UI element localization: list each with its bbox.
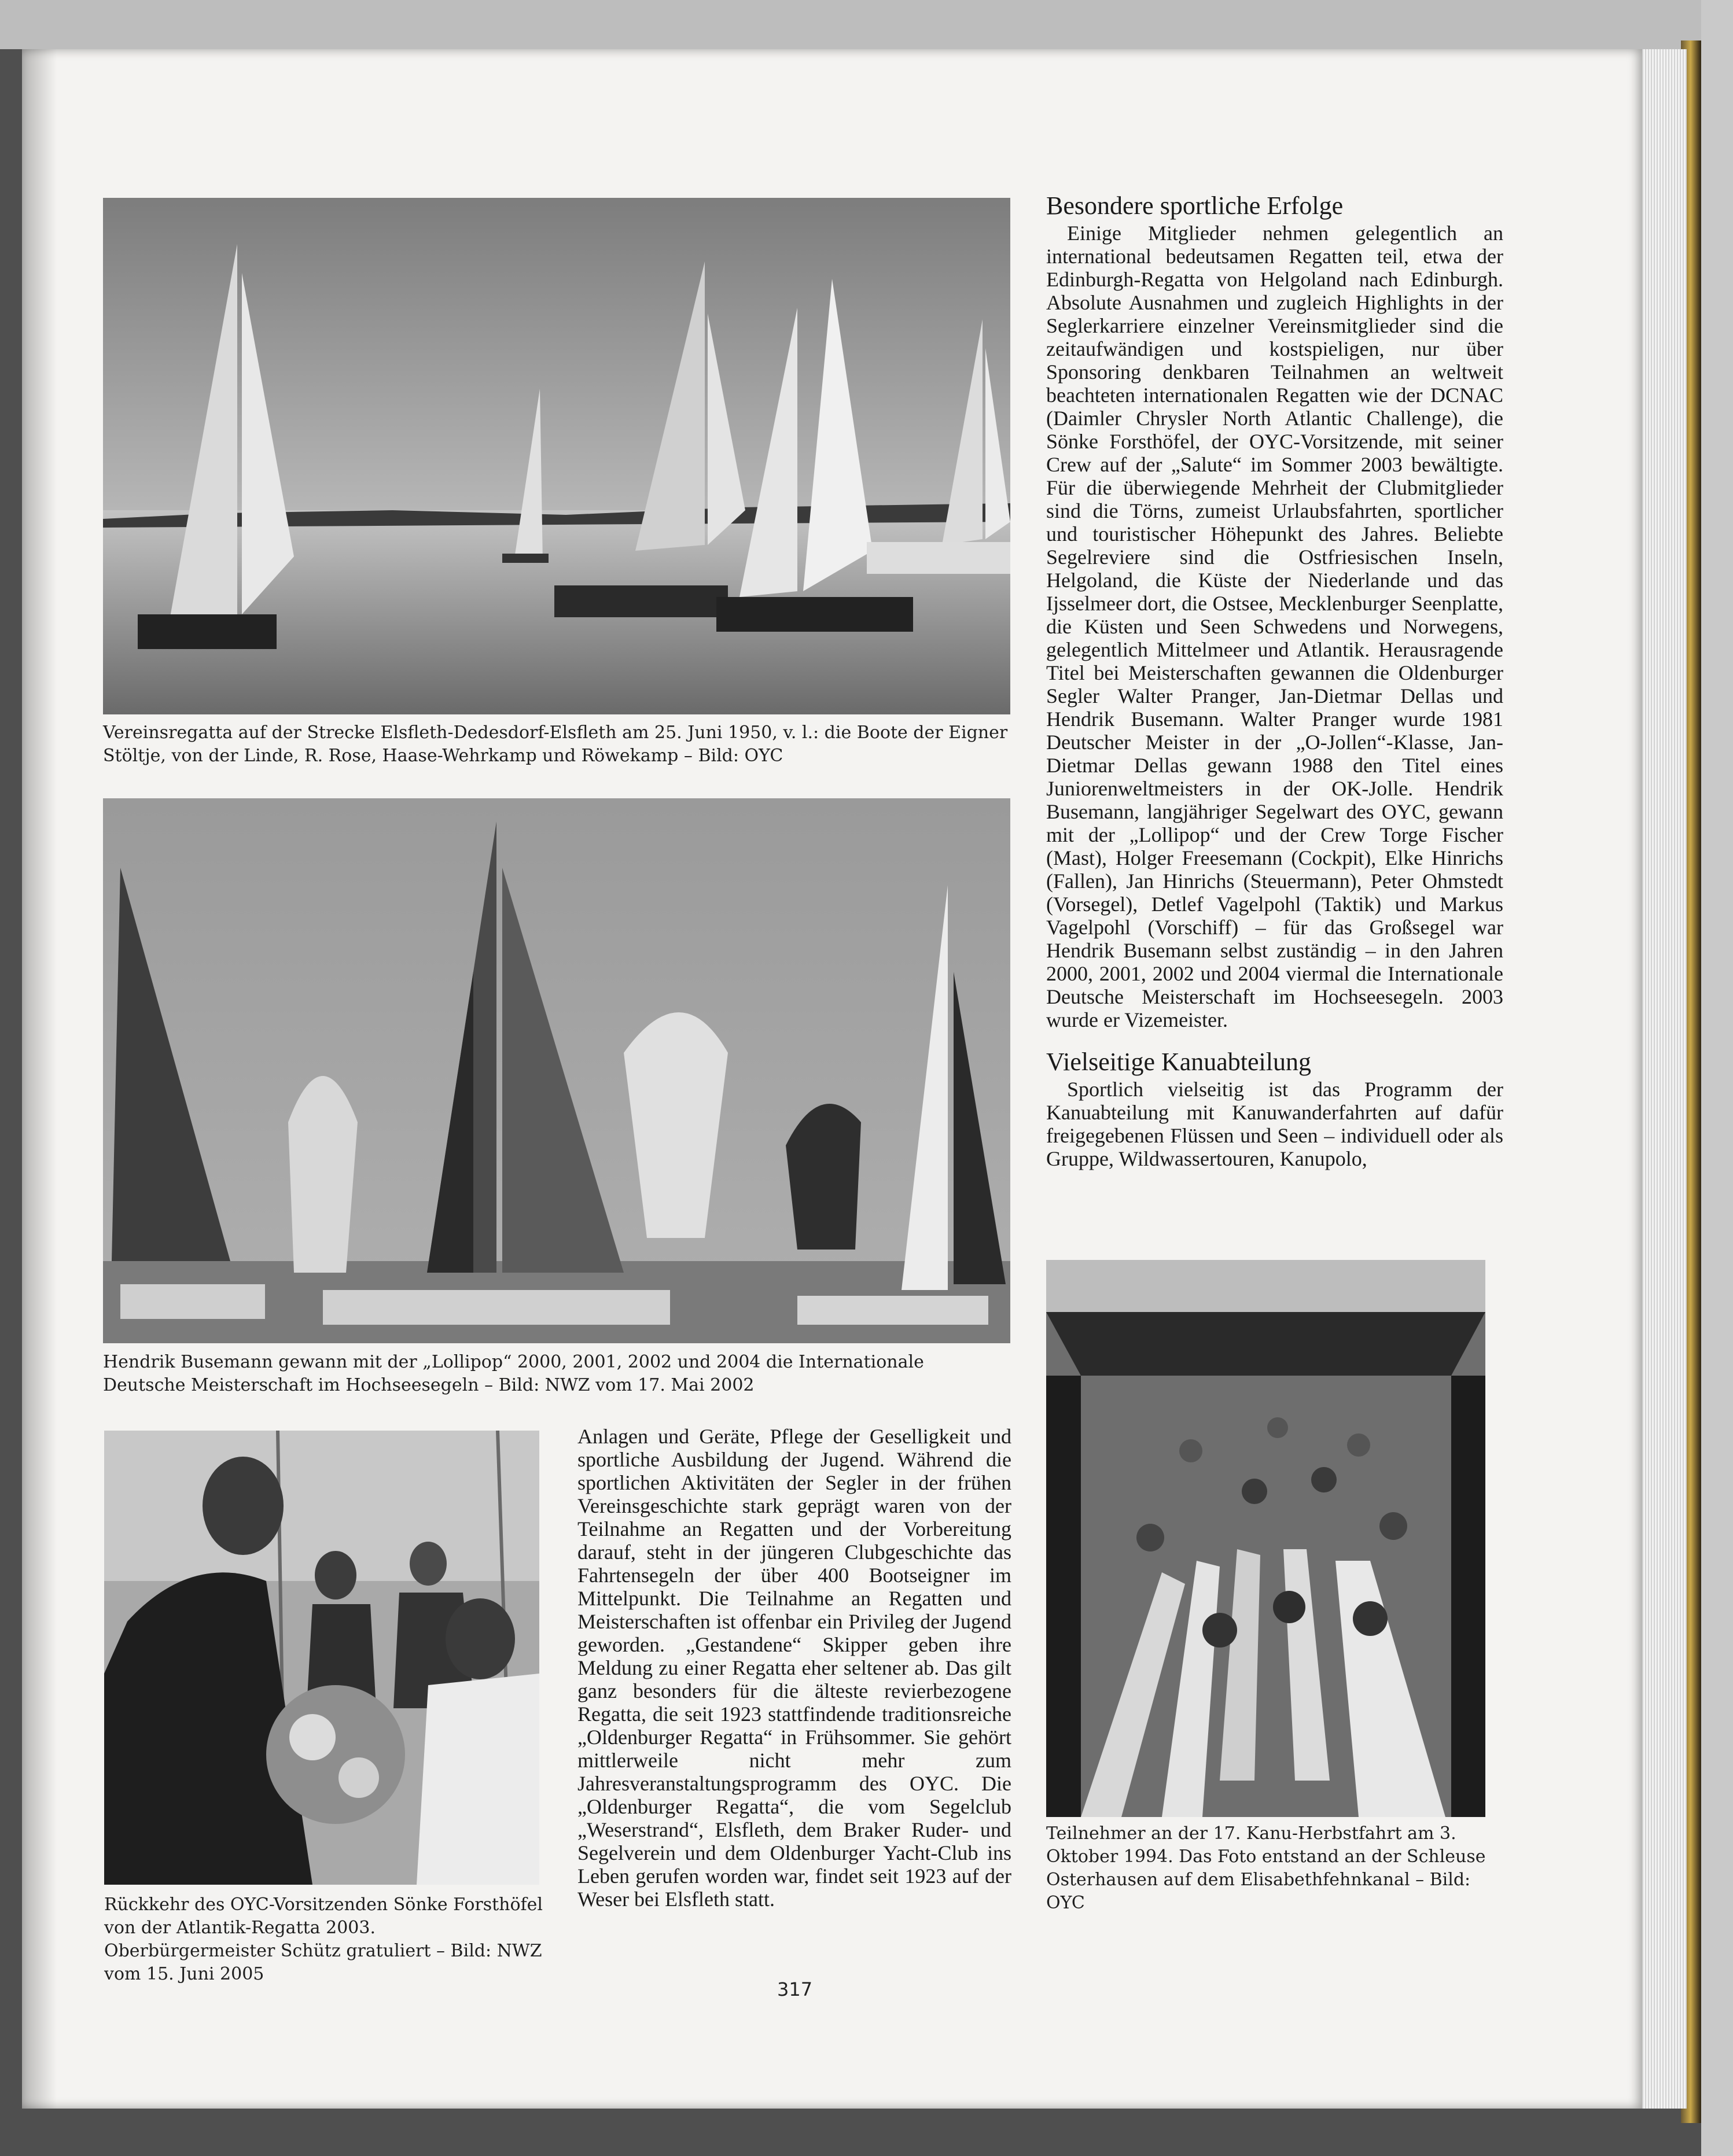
caption-lollipop: Hendrik Busemann gewann mit der „Lollipop“ 2000, 2001, 2002 und 2004 die Internationale Deutsche Meisterschaft im Hochseesegeln – Bild: NWZ vom 17. Mai 2002 [103, 1352, 924, 1395]
page-number: 317 [777, 1978, 813, 2000]
book-page [22, 49, 1642, 2109]
caption-forsthoefel: Rückkehr des OYC-Vorsitzenden Sönke Forsthöfel von der Atlantik-Regatta 2003. Oberbürgermeister Schütz gratuliert – Bild: NWZ vom 15. Juni 2005 [104, 1895, 543, 1984]
gutter-shadow [22, 49, 57, 2109]
right-text-column [1046, 193, 1503, 1170]
photo-regatta-1950 [103, 198, 1010, 714]
page-stack-edge [1640, 49, 1687, 2109]
photo-lollipop [103, 798, 1010, 1343]
heading-kanu: Vielseitige Kanuabteilung [1046, 1048, 1312, 1076]
middle-text-column [577, 1425, 1011, 1911]
caption-regatta-1950: Vereinsregatta auf der Strecke Elsfleth-Dedesdorf-Elsfleth am 25. Juni 1950, v. l.: die Boote der Eigner Stöltje, von der Linde, R. Rose, Haase-Wehrkamp und Röwekamp – Bild: OYC [103, 723, 1008, 766]
middle-column-paragraph: Anlagen und Geräte, Pflege der Geselligkeit und sportliche Ausbildung der Jugend. Während die sportlichen Aktivitäten der Segler in der frühen Vereinsgeschichte stark geprägt waren von der Teilnahme an Regatten und der Vorbereitung darauf, steht in der jüngeren Clubgeschichte das Fahrtensegeln der über 400 Bootseigner im Mittelpunkt. Die Teilnahme an Regatten und Meisterschaften ist offenbar ein Privileg der Jugend geworden. „Gestandene“ Skipper geben ihre Meldung zu einer Regatta eher seltener ab. Das gilt ganz besonders für die älteste revierbezogene Regatta, die seit 1923 stattfindende traditionsreiche „Oldenburger Regatta“ in Frühsommer. Sie gehört mittlerweile nicht mehr zum Jahresveranstaltungsprogramm des OYC. Die „Oldenburger Regatta“, die vom Segelclub „Weserstrand“, Elsfleth, dem Braker Ruder- und Segelverein und dem Oldenburger Yacht-Club ins Leben gerufen worden war, findet seit 1923 auf der Weser bei Elsfleth statt. [577, 1425, 1011, 1911]
scan-background-right [1701, 0, 1733, 2156]
heading-sport-success: Besondere sportliche Erfolge [1046, 191, 1344, 220]
photo-forsthoefel [104, 1431, 539, 1885]
scan-background-top [0, 0, 1733, 49]
caption-kanu-herbstfahrt: Teilnehmer an der 17. Kanu-Herbstfahrt am 3. Oktober 1994. Das Foto entstand an der Schleuse Osterhausen auf dem Elisabethfehnkanal – Bild: OYC [1046, 1823, 1486, 1913]
paragraph-sport-success: Einige Mitglieder nehmen gelegentlich an international bedeutsamen Regatten teil, etwa der Edinburgh-Regatta von Helgoland nach Edinburgh. Absolute Ausnahmen und zugleich Highlights in der Seglerkarriere einzelner Vereinsmitglieder sind die zeitaufwändigen und kostspieligen, nur über Sponsoring denkbaren Teilnahmen an weltweit beachteten internationalen Regatten wie der DCNAC (Daimler Chrysler North Atlantic Challenge), die Sönke Forsthöfel, der OYC-Vorsitzende, mit seiner Crew auf der „Salute“ im Sommer 2003 bewältigte. Für die überwiegende Mehrheit der Clubmitglieder sind die Törns, zumeist Urlaubsfahrten, sportlicher und touristischer Höhepunkt des Jahres. Beliebte Segelreviere sind die Ostfriesischen Inseln, Helgoland, die Küste der Niederlande und das Ijsselmeer dort, die Ostsee, Mecklenburger Seenplatte, die Küsten und Seen Schwedens und Norwegens, gelegentlich Mittelmeer und Atlantik. Herausragende Titel bei Meisterschaften gewannen die Oldenburger Segler Walter Pranger, Jan-Dietmar Dellas und Hendrik Busemann. Walter Pranger wurde 1981 Deutscher Meister in der „O-Jollen“-Klasse, Jan-Dietmar Dellas gewann 1988 den Titel eines Juniorenweltmeisters in der OK-Jolle. Hendrik Busemann, langjähriger Segelwart des OYC, gewann mit der „Lollipop“ und der Crew Torge Fischer (Mast), Holger Freesemann (Cockpit), Elke Hinrichs (Fallen), Jan Hinrichs (Steuermann), Peter Ohmstedt (Vorsegel), Detlef Vagelpohl (Taktik) und Markus Vagelpohl (Vorschiff) – für das Großsegel war Hendrik Busemann selbst zuständig – in den Jahren 2000, 2001, 2002 und 2004 viermal die Internationale Deutsche Meisterschaft im Hochseesegeln. 2003 wurde er Vizemeister. [1046, 222, 1503, 1031]
photo-kanu-herbstfahrt [1046, 1260, 1485, 1817]
paragraph-kanu: Sportlich vielseitig ist das Programm der Kanuabteilung mit Kanuwanderfahrten auf dafür freigegebenen Flüssen und Seen – individuell oder als Gruppe, Wildwassertouren, Kanupolo, [1046, 1078, 1503, 1170]
